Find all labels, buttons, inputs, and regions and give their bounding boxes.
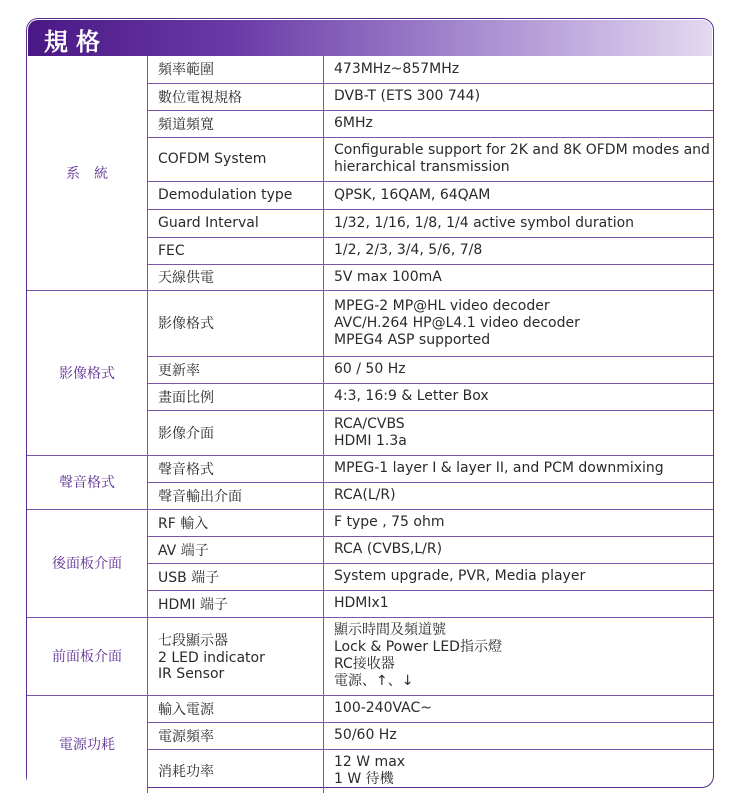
spec-value: 6MHz: [324, 110, 714, 137]
spec-label: COFDM System: [148, 137, 324, 181]
spec-value: MPEG-2 MP@HL video decoder AVC/H.264 HP@L4.1 video decoder MPEG4 ASP supported: [324, 290, 714, 356]
spec-value: RCA (CVBS,L/R): [324, 536, 714, 563]
category-cell: 系 統: [27, 56, 148, 290]
spec-value: 顯示時間及頻道號 Lock & Power LED指示燈 RC接收器 電源、↑、↓: [324, 617, 714, 695]
spec-table: [27, 56, 713, 793]
spec-value: QPSK, 16QAM, 64QAM: [324, 181, 714, 209]
header-bar: [28, 20, 712, 56]
spec-table-body: [27, 56, 713, 793]
spec-label: FEC: [148, 237, 324, 264]
spec-label: 數位電視規格: [148, 83, 324, 110]
spec-value: MPEG-1 layer I & layer II, and PCM downmixing: [324, 455, 714, 482]
spec-value: 12 W max 1 W 待機: [324, 749, 714, 793]
spec-label: RF 輸入: [148, 509, 324, 536]
spec-label: 天線供電: [148, 264, 324, 290]
spec-value: RCA/CVBS HDMI 1.3a: [324, 410, 714, 455]
spec-label: 聲音輸出介面: [148, 482, 324, 509]
spec-label: AV 端子: [148, 536, 324, 563]
spec-label: 更新率: [148, 356, 324, 383]
category-cell: 後面板介面: [27, 509, 148, 617]
spec-label: 電源頻率: [148, 722, 324, 749]
spec-label: 影像介面: [148, 410, 324, 455]
spec-value: 1/32, 1/16, 1/8, 1/4 active symbol duration: [324, 209, 714, 237]
spec-label: 影像格式: [148, 290, 324, 356]
header-title: 規格: [44, 28, 108, 56]
spec-label: Guard Interval: [148, 209, 324, 237]
spec-label: 頻道頻寬: [148, 110, 324, 137]
category-cell: 影像格式: [27, 290, 148, 455]
spec-label: USB 端子: [148, 563, 324, 590]
spec-label: 畫面比例: [148, 383, 324, 410]
spec-value: RCA(L/R): [324, 482, 714, 509]
category-cell: 聲音格式: [27, 455, 148, 509]
spec-value: 1/2, 2/3, 3/4, 5/6, 7/8: [324, 237, 714, 264]
spec-label: 頻率範圍: [148, 56, 324, 83]
spec-value: F type , 75 ohm: [324, 509, 714, 536]
table-row: [27, 290, 713, 356]
category-cell: 前面板介面: [27, 617, 148, 695]
spec-label: 七段顯示器 2 LED indicator IR Sensor: [148, 617, 324, 695]
spec-value: System upgrade, PVR, Media player: [324, 563, 714, 590]
spec-label: Demodulation type: [148, 181, 324, 209]
spec-value: HDMIx1: [324, 590, 714, 617]
spec-label: 消耗功率: [148, 749, 324, 793]
spec-value: 4:3, 16:9 & Letter Box: [324, 383, 714, 410]
spec-value: DVB-T (ETS 300 744): [324, 83, 714, 110]
spec-label: 聲音格式: [148, 455, 324, 482]
spec-value: 50/60 Hz: [324, 722, 714, 749]
spec-value: 100-240VAC~: [324, 695, 714, 722]
table-row: [27, 455, 713, 482]
category-cell: 電源功耗: [27, 695, 148, 793]
spec-value: 5V max 100mA: [324, 264, 714, 290]
spec-value: Configurable support for 2K and 8K OFDM modes and hierarchical transmission: [324, 137, 714, 181]
spec-label: 輸入電源: [148, 695, 324, 722]
table-row: [27, 617, 713, 695]
spec-value: 60 / 50 Hz: [324, 356, 714, 383]
table-row: [27, 695, 713, 722]
table-row: [27, 509, 713, 536]
spec-label: HDMI 端子: [148, 590, 324, 617]
table-row: [27, 56, 713, 83]
spec-value: 473MHz~857MHz: [324, 56, 714, 83]
